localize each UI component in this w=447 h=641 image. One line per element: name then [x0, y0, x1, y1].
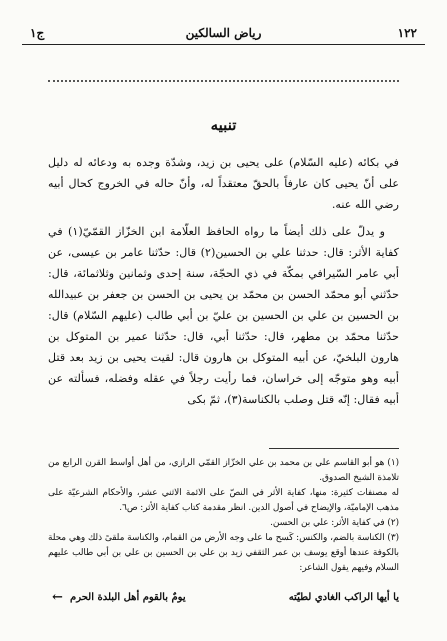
running-title: رياض السالكين	[185, 26, 262, 40]
dotted-divider	[48, 60, 399, 82]
section-heading: تنبيه	[210, 116, 237, 134]
footnote: (١) هو أبو القاسم علي بن محمد بن علي الخزّاز القمّي الرازي، من أهل أواسط القرن الرابع من تلامذة الشيخ الصدوق.	[48, 458, 399, 483]
main-text	[48, 152, 399, 410]
page-number: ١٢٢	[397, 26, 417, 40]
footnote: له مصنفات كثيرة: منها، كفاية الأثر في النصّ على الائمة الاثني عشر، والأحكام الشرعيّة على مذهب الإماميّة، والإيضاح في أصول الدين. انظر مقدمة كتاب كفاية الأثر: ص٦.	[48, 488, 399, 513]
poetry-verse	[48, 592, 399, 610]
header-rule	[22, 44, 425, 45]
verse-hemistich-2: يومٌ بالقوم أهل البلدة الحرم	[70, 592, 186, 603]
verse-hemistich-1: يا أيها الراكب الغادي لطيّته	[288, 592, 399, 603]
footnote: (٣) الكناسة بالضم، والكنس: كَسح ما على وجه الأرض من القمام، والكناسة ملقىً ذلك وهي محلة بالكوفة عندها أوقع يوسف بن عمر الثقفي زيد بن علي بن الحسين بن علي بن أبي طالب عليهم السلام وفيهم يقول الشاعر:	[48, 533, 399, 573]
footnote-separator	[269, 448, 399, 449]
continue-arrow-icon: ←	[52, 590, 63, 605]
paragraph: و يدلّ على ذلك أيضاً ما رواه الحافظ العلّامة ابن الخزّاز القمّيّ(١) في كفاية الأثر: قال: حدثنا علي بن الحسين(٢) قال: حدّثنا عامر بن عيسى، عن أبي عامر السّيرافي بمكّة في ذي الحجّة، سنة إحدى وثمانين وثلاثمائة، قال: حدّثني أبو محمّد الحسن بن محمّد بن يحيى بن الحسن بن جعفر بن عبيدالله بن الحسين بن علي بن الحسين بن عليّ بن أبي طالب (عليهم السّلام) قال: حدّثنا محمّد بن مطهر، قال: حدّثنا أبي، قال: حدّثنا عمير بن المتوكل بن هارون البلخيّ، عن أبيه المتوكل بن هارون قال: لقيت يحيى بن زيد بعد قتل أبيه وهو متوجّه إلى خراسان، فما رأيت رجلاً في عقله وفضله، فسألته عن أبيه فقال: إنّه قتل وصلب بالكناسة(٣)، ثمّ بكى	[48, 225, 399, 406]
footnotes	[48, 456, 399, 576]
volume-label: ج١	[30, 26, 45, 40]
page-header	[22, 22, 425, 44]
footnote: (٢) في كفاية الأثر: علي بن الحسن.	[270, 518, 399, 528]
paragraph: في بكائه (عليه السّلام) على يحيى بن زيد، وشدّة وجده به ودعائه له دليل على أنّ يحيى كان عارفاً بالحقّ معتقداً له، وأنّ حاله في الخروج كحال أبيه رضي الله عنه.	[48, 156, 399, 211]
